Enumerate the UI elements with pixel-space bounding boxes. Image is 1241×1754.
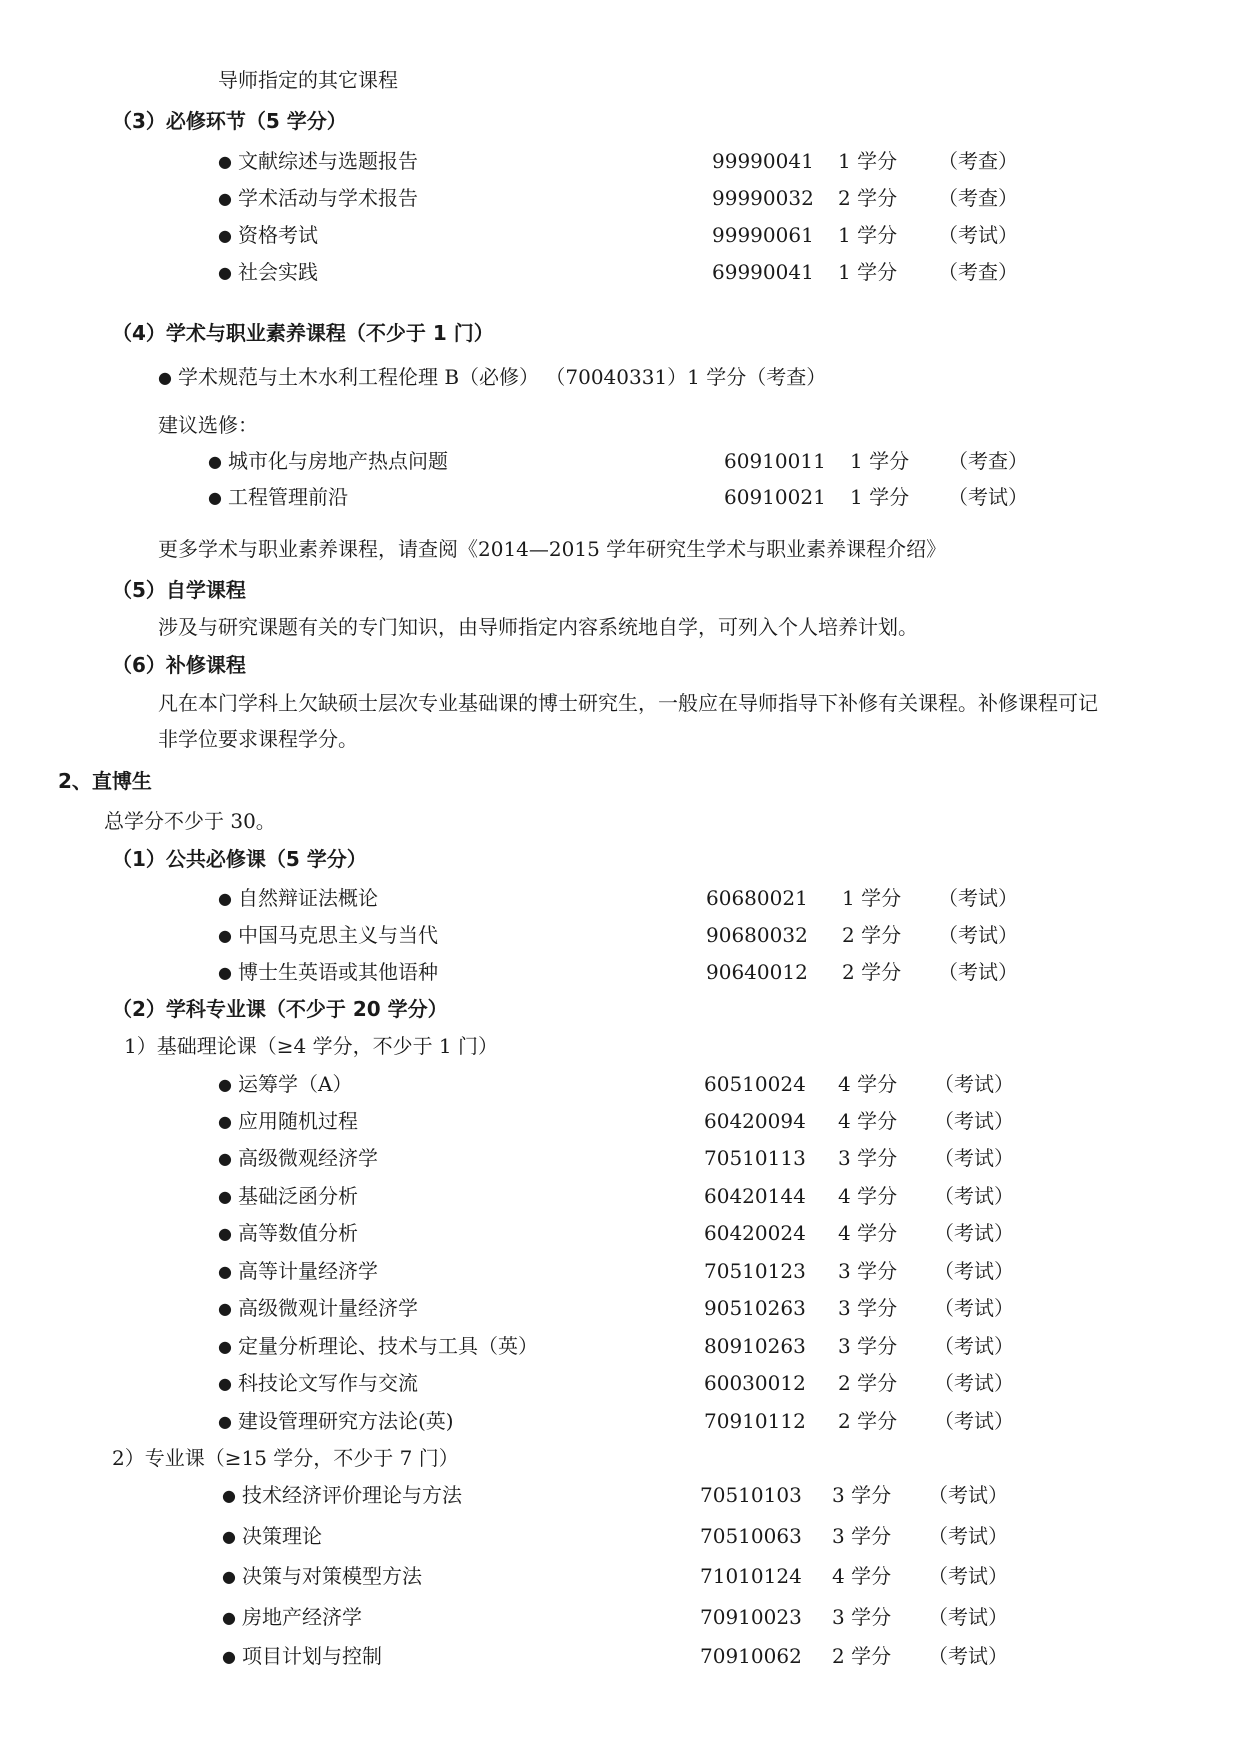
course-name: ● 城市化与房地产热点问题 xyxy=(208,449,448,473)
basic-theory-heading: 1）基础理论课（≥4 学分，不少于 1 门） xyxy=(124,1034,499,1058)
course-assessment: （考查） xyxy=(938,149,1018,173)
course-code: 70910062 xyxy=(700,1644,802,1668)
bullet-icon: ● xyxy=(218,926,232,945)
course-credit: 4 学分 xyxy=(838,1221,898,1245)
course-code: 60030012 xyxy=(704,1371,806,1395)
course-credit: 3 学分 xyxy=(838,1259,898,1283)
section-6-text-line-1: 凡在本门学科上欠缺硕士层次专业基础课的博士研究生，一般应在导师指导下补修有关课程。补修课程可记 xyxy=(158,691,1098,715)
course-name: ● 学术活动与学术报告 xyxy=(218,186,418,210)
course-code: 70510123 xyxy=(704,1259,806,1283)
bullet-icon: ● xyxy=(218,1149,232,1168)
course-name: ● 运筹学（A） xyxy=(218,1072,353,1096)
section-4-required-course: ● 学术规范与土木水利工程伦理 B（必修） （70040331）1 学分（考查） xyxy=(158,365,827,389)
course-assessment: （考试） xyxy=(934,1109,1014,1133)
course-name: ● 高等数值分析 xyxy=(218,1221,358,1245)
course-credit: 3 学分 xyxy=(832,1483,892,1507)
course-credit: 3 学分 xyxy=(838,1334,898,1358)
course-name: ● 应用随机过程 xyxy=(218,1109,358,1133)
course-credit: 3 学分 xyxy=(832,1605,892,1629)
course-name: ● 社会实践 xyxy=(218,260,318,284)
bullet-icon: ● xyxy=(158,368,172,387)
bullet-icon: ● xyxy=(222,1608,236,1627)
course-credit: 4 学分 xyxy=(838,1184,898,1208)
course-credit: 1 学分 xyxy=(838,149,898,173)
bullet-icon: ● xyxy=(218,1187,232,1206)
course-code: 90640012 xyxy=(706,960,808,984)
course-code: 60910011 xyxy=(724,449,826,473)
course-name: ● 项目计划与控制 xyxy=(222,1644,382,1668)
course-code: 90680032 xyxy=(706,923,808,947)
bullet-icon: ● xyxy=(218,963,232,982)
major-course-heading: 2）专业课（≥15 学分，不少于 7 门） xyxy=(112,1446,459,1470)
course-assessment: （考查） xyxy=(938,260,1018,284)
course-code: 70510103 xyxy=(700,1483,802,1507)
course-assessment: （考试） xyxy=(934,1184,1014,1208)
section-6-heading: （6）补修课程 xyxy=(112,653,246,677)
course-code: 90510263 xyxy=(704,1296,806,1320)
course-credit: 4 学分 xyxy=(838,1109,898,1133)
bullet-icon: ● xyxy=(208,488,222,507)
bullet-icon: ● xyxy=(218,1299,232,1318)
course-name: ● 博士生英语或其他语种 xyxy=(218,960,438,984)
course-credit: 2 学分 xyxy=(842,960,902,984)
course-name: ● 高等计量经济学 xyxy=(218,1259,378,1283)
course-credit: 2 学分 xyxy=(832,1644,892,1668)
course-credit: 1 学分 xyxy=(850,449,910,473)
course-code: 70510063 xyxy=(700,1524,802,1548)
bullet-icon: ● xyxy=(218,263,232,282)
bullet-icon: ● xyxy=(218,189,232,208)
course-credit: 2 学分 xyxy=(842,923,902,947)
course-assessment: （考试） xyxy=(934,1146,1014,1170)
course-assessment: （考试） xyxy=(934,1334,1014,1358)
course-code: 70910112 xyxy=(704,1409,806,1433)
bullet-icon: ● xyxy=(218,1337,232,1356)
course-credit: 3 学分 xyxy=(832,1524,892,1548)
course-assessment: （考试） xyxy=(934,1296,1014,1320)
course-credit: 4 学分 xyxy=(838,1072,898,1096)
part-2-section-2-heading: （2）学科专业课（不少于 20 学分） xyxy=(112,997,448,1021)
course-assessment: （考试） xyxy=(934,1221,1014,1245)
section-5-text: 涉及与研究课题有关的专门知识，由导师指定内容系统地自学，可列入个人培养计划。 xyxy=(158,615,918,639)
course-name: ● 技术经济评价理论与方法 xyxy=(222,1483,462,1507)
bullet-icon: ● xyxy=(218,152,232,171)
course-assessment: （考试） xyxy=(938,960,1018,984)
course-assessment: （考试） xyxy=(928,1644,1008,1668)
section-4-more-note: 更多学术与职业素养课程，请查阅《2014—2015 学年研究生学术与职业素养课程介绍》 xyxy=(158,537,947,561)
course-name: ● 房地产经济学 xyxy=(222,1605,362,1629)
course-code: 60680021 xyxy=(706,886,808,910)
course-name: ● 高级微观经济学 xyxy=(218,1146,378,1170)
course-code: 80910263 xyxy=(704,1334,806,1358)
course-name: ● 资格考试 xyxy=(218,223,318,247)
course-code: 99990032 xyxy=(712,186,814,210)
bullet-icon: ● xyxy=(218,1224,232,1243)
course-name: ● 高级微观计量经济学 xyxy=(218,1296,418,1320)
course-assessment: （考查） xyxy=(938,186,1018,210)
course-assessment: （考查） xyxy=(948,449,1028,473)
course-assessment: （考试） xyxy=(928,1524,1008,1548)
course-code: 99990041 xyxy=(712,149,814,173)
course-code: 70910023 xyxy=(700,1605,802,1629)
course-code: 69990041 xyxy=(712,260,814,284)
course-credit: 1 学分 xyxy=(838,260,898,284)
course-code: 70510113 xyxy=(704,1146,806,1170)
course-credit: 4 学分 xyxy=(832,1564,892,1588)
bullet-icon: ● xyxy=(222,1567,236,1586)
course-code: 60420144 xyxy=(704,1184,806,1208)
course-code: 60910021 xyxy=(724,485,826,509)
course-name: ● 建设管理研究方法论(英) xyxy=(218,1409,454,1433)
course-name: ● 决策与对策模型方法 xyxy=(222,1564,422,1588)
bullet-icon: ● xyxy=(222,1527,236,1546)
part-2-total-credits: 总学分不少于 30。 xyxy=(104,809,276,833)
course-assessment: （考试） xyxy=(948,485,1028,509)
course-name: ● 定量分析理论、技术与工具（英） xyxy=(218,1334,538,1358)
bullet-icon: ● xyxy=(218,1412,232,1431)
course-code: 71010124 xyxy=(700,1564,802,1588)
course-assessment: （考试） xyxy=(934,1072,1014,1096)
section-3-heading: （3）必修环节（5 学分） xyxy=(112,109,347,133)
course-assessment: （考试） xyxy=(938,223,1018,247)
course-assessment: （考试） xyxy=(928,1483,1008,1507)
course-name: ● 基础泛函分析 xyxy=(218,1184,358,1208)
section-4-heading: （4）学术与职业素养课程（不少于 1 门） xyxy=(112,321,494,345)
section-6-text-line-2: 非学位要求课程学分。 xyxy=(158,727,358,751)
course-name: ● 科技论文写作与交流 xyxy=(218,1371,418,1395)
course-assessment: （考试） xyxy=(928,1564,1008,1588)
part-2-section-1-heading: （1）公共必修课（5 学分） xyxy=(112,847,367,871)
bullet-icon: ● xyxy=(218,1075,232,1094)
course-name: ● 工程管理前沿 xyxy=(208,485,348,509)
course-credit: 1 学分 xyxy=(838,223,898,247)
bullet-icon: ● xyxy=(218,1112,232,1131)
course-code: 60420024 xyxy=(704,1221,806,1245)
course-name: ● 决策理论 xyxy=(222,1524,322,1548)
course-name: ● 中国马克思主义与当代 xyxy=(218,923,438,947)
top-note: 导师指定的其它课程 xyxy=(218,68,398,92)
course-code: 99990061 xyxy=(712,223,814,247)
course-credit: 3 学分 xyxy=(838,1146,898,1170)
section-4-suggest-label: 建议选修： xyxy=(158,413,258,437)
part-2-heading: 2、直博生 xyxy=(58,769,152,793)
course-assessment: （考试） xyxy=(938,923,1018,947)
bullet-icon: ● xyxy=(218,889,232,908)
course-assessment: （考试） xyxy=(934,1371,1014,1395)
section-5-heading: （5）自学课程 xyxy=(112,578,246,602)
bullet-icon: ● xyxy=(218,1262,232,1281)
bullet-icon: ● xyxy=(222,1647,236,1666)
course-assessment: （考试） xyxy=(934,1259,1014,1283)
course-credit: 2 学分 xyxy=(838,1409,898,1433)
course-code: 60420094 xyxy=(704,1109,806,1133)
bullet-icon: ● xyxy=(218,1374,232,1393)
course-credit: 2 学分 xyxy=(838,186,898,210)
course-assessment: （考试） xyxy=(934,1409,1014,1433)
course-credit: 2 学分 xyxy=(838,1371,898,1395)
course-credit: 1 学分 xyxy=(850,485,910,509)
bullet-icon: ● xyxy=(222,1486,236,1505)
bullet-icon: ● xyxy=(208,452,222,471)
course-credit: 1 学分 xyxy=(842,886,902,910)
course-name: ● 自然辩证法概论 xyxy=(218,886,378,910)
course-code: 60510024 xyxy=(704,1072,806,1096)
course-name: ● 文献综述与选题报告 xyxy=(218,149,418,173)
course-assessment: （考试） xyxy=(938,886,1018,910)
bullet-icon: ● xyxy=(218,226,232,245)
course-assessment: （考试） xyxy=(928,1605,1008,1629)
course-credit: 3 学分 xyxy=(838,1296,898,1320)
